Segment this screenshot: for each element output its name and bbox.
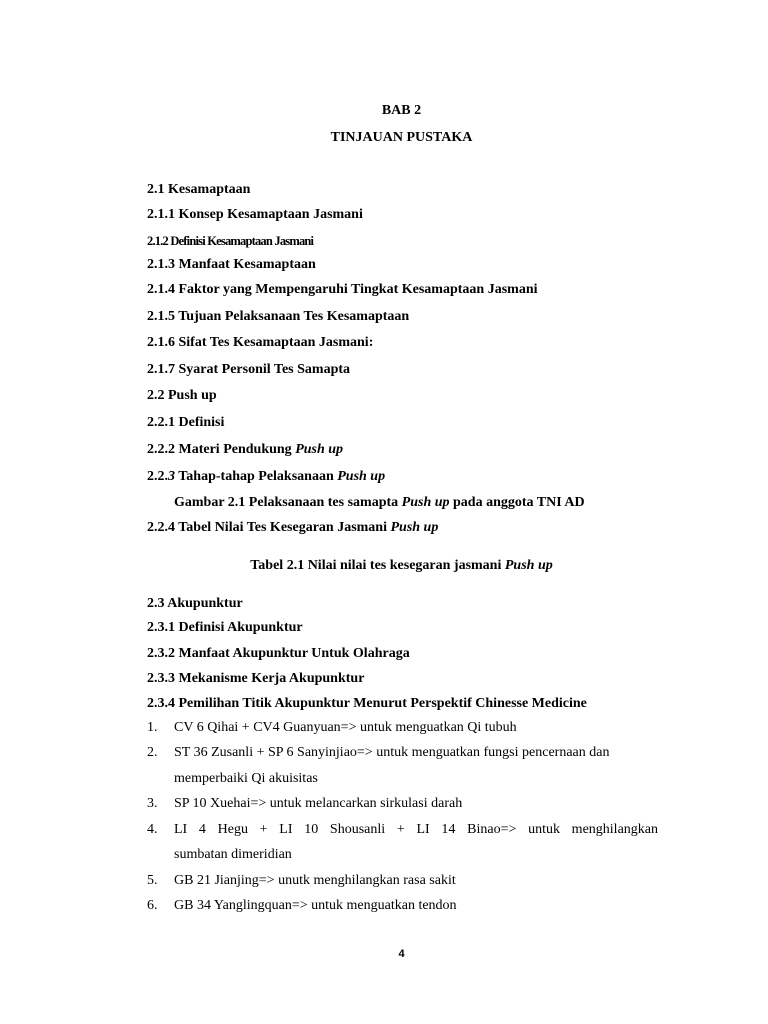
heading-2-1-2: 2.1.2 Definisi Kesamaptaan Jasmani (147, 234, 314, 248)
list-item-number: 1. (147, 720, 158, 735)
heading-2-2-3-emphasis: Push up (337, 469, 386, 484)
figure-caption (174, 494, 585, 512)
list-item-text: SP 10 Xuehai=> untuk melancarkan sirkulasi darah (174, 796, 463, 811)
heading-2-1: 2.1 Kesamaptaan (147, 182, 251, 197)
chapter-number: BAB 2 (381, 103, 422, 118)
list-item-text: ST 36 Zusanli + SP 6 Sanyinjiao=> untuk menguatkan fungsi pencernaan dan (174, 745, 610, 760)
figure-caption-text: Gambar 2.1 Pelaksanaan tes samapta (174, 495, 402, 510)
heading-2-1-7: 2.1.7 Syarat Personil Tes Samapta (147, 362, 351, 377)
heading-2-2-3 (147, 468, 385, 486)
table-caption-emphasis: Push up (504, 558, 553, 573)
heading-2-3-2: 2.3.2 Manfaat Akupunktur Untuk Olahraga (147, 646, 410, 661)
heading-2-2-3-prefix: 2.2. (147, 469, 168, 484)
heading-2-2-4-emphasis: Push up (390, 520, 439, 535)
heading-2-1-4: 2.1.4 Faktor yang Mempengaruhi Tingkat Kesamaptaan Jasmani (147, 282, 538, 297)
heading-2-2-4-text: 2.2.4 Tabel Nilai Tes Kesegaran Jasmani (147, 520, 391, 535)
figure-caption-suffix: pada anggota TNI AD (449, 495, 585, 510)
heading-2-2-3-text: Tahap-tahap Pelaksanaan (175, 469, 338, 484)
figure-caption-emphasis: Push up (401, 495, 450, 510)
heading-2-3-1: 2.3.1 Definisi Akupunktur (147, 620, 303, 635)
heading-2-3-4: 2.3.4 Pemilihan Titik Akupunktur Menurut Perspektif Chinesse Medicine (147, 696, 587, 711)
table-caption (0, 557, 768, 575)
list-item-text: GB 21 Jianjing=> unutk menghilangkan rasa sakit (174, 873, 456, 888)
list-item-continuation: sumbatan dimeridian (174, 847, 292, 862)
list-item-text: CV 6 Qihai + CV4 Guanyuan=> untuk menguatkan Qi tubuh (174, 720, 517, 735)
heading-2-1-3: 2.1.3 Manfaat Kesamaptaan (147, 257, 316, 272)
list-item-number: 5. (147, 873, 158, 888)
heading-2-2-4 (147, 519, 438, 537)
heading-2-1-5: 2.1.5 Tujuan Pelaksanaan Tes Kesamaptaan (147, 309, 410, 324)
heading-2-3: 2.3 Akupunktur (147, 596, 243, 611)
heading-2-2-1: 2.2.1 Definisi (147, 415, 225, 430)
list-item-number: 2. (147, 745, 158, 760)
heading-2-1-6: 2.1.6 Sifat Tes Kesamaptaan Jasmani: (147, 335, 374, 350)
list-item-continuation: memperbaiki Qi akuisitas (174, 771, 318, 786)
table-caption-text: Tabel 2.1 Nilai nilai tes kesegaran jasmani (250, 558, 505, 573)
heading-2-2-2-emphasis: Push up (295, 442, 344, 457)
page-number: 4 (398, 948, 405, 960)
list-item-text: GB 34 Yanglingquan=> untuk menguatkan tendon (174, 898, 457, 913)
heading-2-3-3: 2.3.3 Mekanisme Kerja Akupunktur (147, 671, 365, 686)
heading-2-1-1: 2.1.1 Konsep Kesamaptaan Jasmani (147, 207, 363, 222)
list-item-text: LI 4 Hegu + LI 10 Shousanli + LI 14 Binao=> untuk menghilangkan (174, 822, 658, 837)
heading-2-2-2-text: 2.2.2 Materi Pendukung (147, 442, 296, 457)
list-item-number: 4. (147, 822, 158, 837)
list-item-number: 3. (147, 796, 158, 811)
chapter-title: TINJAUAN PUSTAKA (330, 130, 473, 145)
heading-2-2-2 (147, 441, 343, 459)
heading-2-2: 2.2 Push up (147, 388, 217, 403)
list-item-number: 6. (147, 898, 158, 913)
heading-2-2-3-number: 3 (168, 469, 175, 484)
